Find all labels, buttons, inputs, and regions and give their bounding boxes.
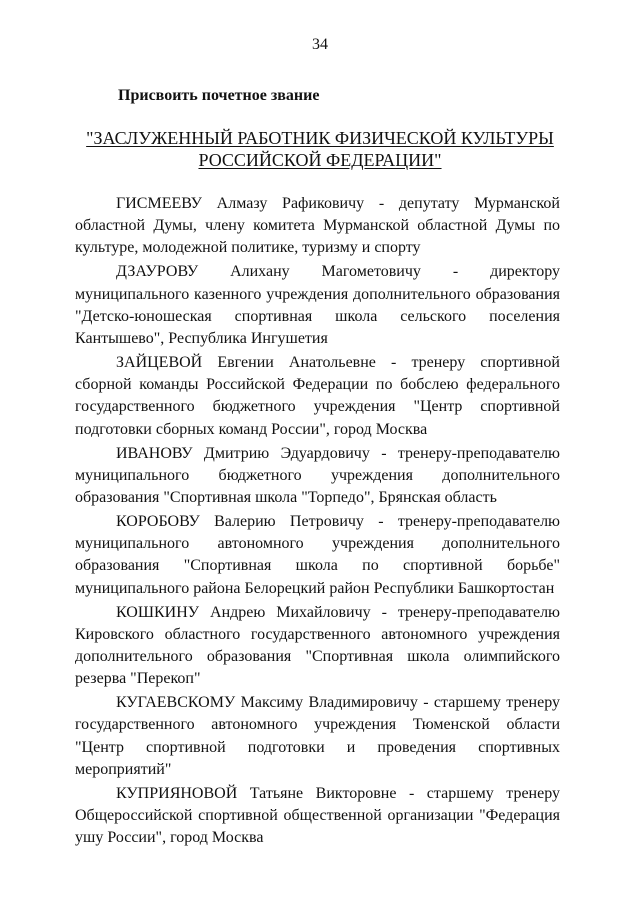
honorary-title-line-1: "ЗАСЛУЖЕННЫЙ РАБОТНИК ФИЗИЧЕСКОЙ КУЛЬТУРЫ <box>86 128 554 148</box>
awardee-position: - тренеру-преподавателю Кировского областного государственного автономного учреждения дополнительного образования "Спортивная школа олимпийского резерва "Перекоп" <box>75 603 560 688</box>
awardee-position: - директору муниципального казенного учреждения дополнительного образования "Детско-юношеская спортивная школа сельского поселения Кантышево", Республика Ингушетия <box>75 263 560 348</box>
awardee-entry <box>75 443 560 510</box>
awardee-name: КУГАЕВСКОМУ Максиму Владимировичу <box>116 694 418 712</box>
awardee-entry <box>75 511 560 600</box>
awardee-position: - тренеру спортивной сборной команды Российской Федерации по бобслею федерального государственного бюджетного учреждения "Центр спортивной подготовки сборных команд России", город Москва <box>75 354 560 438</box>
awardee-name: ДЗАУРОВУ Алихану Магометовичу <box>116 263 421 281</box>
honorary-title <box>60 127 580 171</box>
awardee-entry <box>75 261 560 350</box>
awardee-entry <box>75 602 560 691</box>
awardee-entry <box>75 352 560 441</box>
awardee-entry <box>75 783 560 850</box>
awardee-position: - тренеру-преподавателю муниципального автономного учреждения дополнительного образования "Спортивная школа по спортивной борьбе" муниципального района Белорецкий район Республики Башкортостан <box>75 513 560 597</box>
awardee-name: КОШКИНУ Андрею Михайловичу <box>116 603 371 621</box>
honorary-title-line-2: РОССИЙСКОЙ ФЕДЕРАЦИИ" <box>198 150 442 170</box>
awardee-entry <box>75 692 560 781</box>
awardee-entry <box>75 193 560 260</box>
awardee-name: ГИСМЕЕВУ Алмазу Рафиковичу <box>116 195 365 212</box>
awardee-name: КОРОБОВУ Валерию Петровичу <box>116 513 364 531</box>
awardee-position: - тренеру-преподавателю муниципального бюджетного учреждения дополнительного образования "Спортивная школа "Торпедо", Брянская область <box>75 444 560 507</box>
awardee-position: - депутату Мурманской областной Думы, члену комитета Мурманской областной Думы по культуре, молодежной политике, туризму и спорту <box>75 195 560 257</box>
awardee-position: - старшему тренеру государственного автономного учреждения Тюменской области "Центр спортивной подготовки и проведения спортивных мероприятий" <box>75 694 560 778</box>
awardee-name: КУПРИЯНОВОЙ Татьяне Викторовне <box>116 784 397 802</box>
awardee-name: ИВАНОВУ Дмитрию Эдуардовичу <box>116 444 370 462</box>
awardee-name: ЗАЙЦЕВОЙ Евгении Анатольевне <box>116 354 376 372</box>
awardees-list <box>75 193 560 851</box>
page-number: 34 <box>312 36 328 53</box>
decree-heading: Присвоить почетное звание <box>118 87 320 104</box>
awardee-position: - старшему тренеру Общероссийской спортивной общественной организации "Федерация ушу России", город Москва <box>75 784 560 847</box>
